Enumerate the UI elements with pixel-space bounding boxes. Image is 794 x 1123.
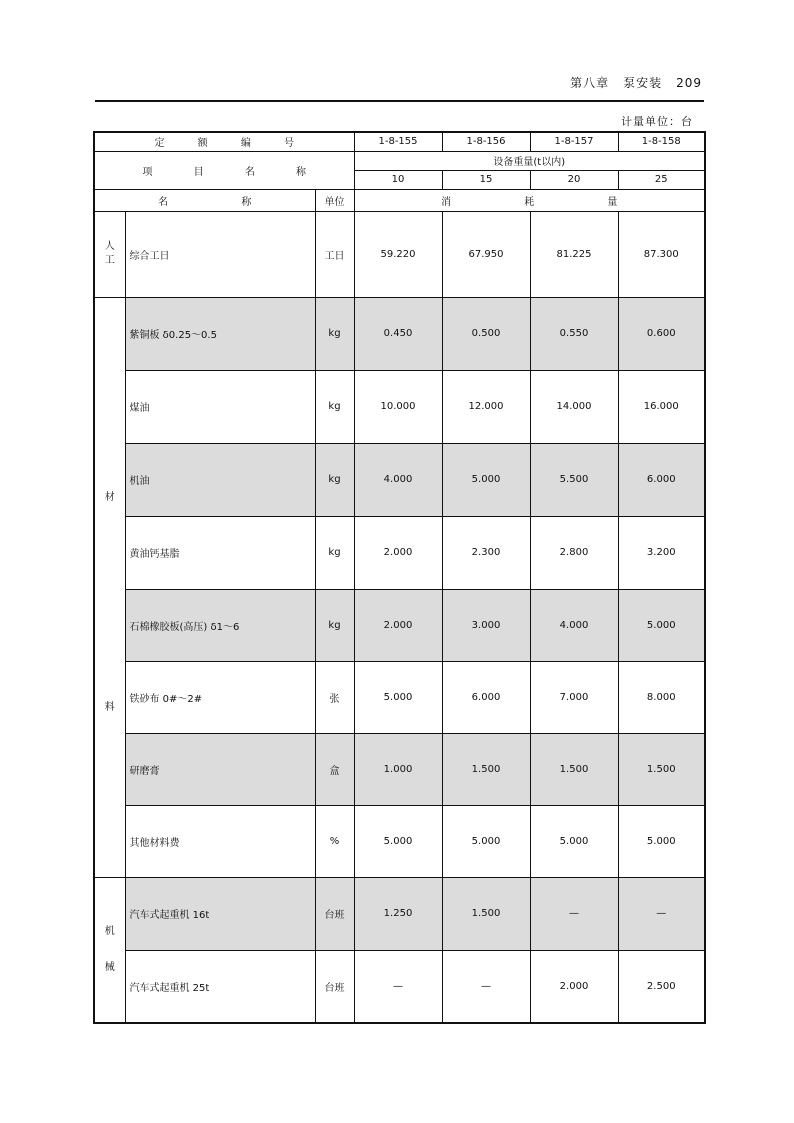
item-name: 综合工日 — [125, 211, 315, 297]
item-value: 14.000 — [530, 370, 618, 443]
item-value: 81.225 — [530, 211, 618, 297]
item-value: 5.000 — [354, 805, 442, 877]
item-value: — — [354, 950, 442, 1023]
table-row — [94, 661, 705, 733]
item-value: 10.000 — [354, 370, 442, 443]
item-value: 5.000 — [442, 443, 530, 516]
weight-value: 15 — [442, 170, 530, 189]
item-value: 5.000 — [442, 805, 530, 877]
col-name-label: 名 称 — [94, 189, 315, 211]
item-value: 5.000 — [618, 805, 705, 877]
quota-no-label: 定 额 编 号 — [94, 132, 354, 151]
table-row — [94, 443, 705, 516]
quota-code: 1-8-158 — [618, 132, 705, 151]
chapter-title: 第八章 — [570, 76, 610, 90]
item-unit: kg — [315, 589, 354, 661]
item-value: 2.500 — [618, 950, 705, 1023]
weight-value: 20 — [530, 170, 618, 189]
table-row — [94, 370, 705, 443]
item-value: 5.000 — [354, 661, 442, 733]
item-value: 1.000 — [354, 733, 442, 805]
item-unit: 张 — [315, 661, 354, 733]
item-name: 机油 — [125, 443, 315, 516]
quota-code: 1-8-155 — [354, 132, 442, 151]
item-value: 5.000 — [530, 805, 618, 877]
item-value: 59.220 — [354, 211, 442, 297]
item-value: 4.000 — [530, 589, 618, 661]
item-value: 67.950 — [442, 211, 530, 297]
weight-label-row — [94, 151, 705, 170]
item-value: — — [618, 877, 705, 950]
item-value: 6.000 — [618, 443, 705, 516]
item-value: 2.300 — [442, 516, 530, 589]
item-name: 黄油钙基脂 — [125, 516, 315, 589]
item-value: 1.500 — [442, 733, 530, 805]
item-name: 铁砂布 0#～2# — [125, 661, 315, 733]
item-value: 0.550 — [530, 297, 618, 370]
item-value: — — [530, 877, 618, 950]
table-row — [94, 877, 705, 950]
section-title: 泵安装 — [623, 76, 663, 90]
item-value: 2.000 — [530, 950, 618, 1023]
item-value: 3.200 — [618, 516, 705, 589]
item-name: 紫铜板 δ0.25～0.5 — [125, 297, 315, 370]
item-value: 1.500 — [530, 733, 618, 805]
item-unit: 台班 — [315, 950, 354, 1023]
page-header — [95, 74, 702, 91]
item-value: 0.450 — [354, 297, 442, 370]
quota-table — [93, 131, 706, 1024]
item-unit: % — [315, 805, 354, 877]
item-value: 1.500 — [442, 877, 530, 950]
item-value: 3.000 — [442, 589, 530, 661]
item-unit: kg — [315, 443, 354, 516]
item-value: 1.250 — [354, 877, 442, 950]
page-number: 209 — [676, 76, 702, 90]
table-row — [94, 211, 705, 297]
item-value: — — [442, 950, 530, 1023]
quota-code: 1-8-157 — [530, 132, 618, 151]
weight-value: 10 — [354, 170, 442, 189]
item-value: 16.000 — [618, 370, 705, 443]
item-value: 12.000 — [442, 370, 530, 443]
item-name: 研磨膏 — [125, 733, 315, 805]
item-value: 2.000 — [354, 589, 442, 661]
item-unit: 台班 — [315, 877, 354, 950]
item-value: 5.000 — [618, 589, 705, 661]
item-unit: kg — [315, 516, 354, 589]
item-value: 2.800 — [530, 516, 618, 589]
item-value: 2.000 — [354, 516, 442, 589]
weight-label: 设备重量(t以内) — [354, 151, 705, 170]
item-value: 87.300 — [618, 211, 705, 297]
col-consumption-label: 消 耗 量 — [354, 189, 705, 211]
table-row — [94, 516, 705, 589]
quota-code-row — [94, 132, 705, 151]
item-name: 煤油 — [125, 370, 315, 443]
item-name-label: 项 目 名 称 — [94, 151, 354, 189]
item-value: 0.600 — [618, 297, 705, 370]
unit-note: 计量单位：台 — [621, 115, 693, 128]
item-value: 8.000 — [618, 661, 705, 733]
item-value: 5.500 — [530, 443, 618, 516]
item-unit: 工日 — [315, 211, 354, 297]
item-name: 汽车式起重机 25t — [125, 950, 315, 1023]
col-unit-label: 单位 — [315, 189, 354, 211]
category-labor: 人 工 — [94, 211, 125, 297]
header-rule — [95, 100, 704, 102]
item-name: 石棉橡胶板(高压) δ1～6 — [125, 589, 315, 661]
item-unit: 盒 — [315, 733, 354, 805]
item-value: 1.500 — [618, 733, 705, 805]
item-value: 4.000 — [354, 443, 442, 516]
weight-value: 25 — [618, 170, 705, 189]
table-row — [94, 589, 705, 661]
table-row — [94, 733, 705, 805]
item-value: 7.000 — [530, 661, 618, 733]
table-row — [94, 805, 705, 877]
item-unit: kg — [315, 297, 354, 370]
item-name: 其他材料费 — [125, 805, 315, 877]
table-row — [94, 297, 705, 370]
item-unit: kg — [315, 370, 354, 443]
table-row — [94, 950, 705, 1023]
category-machinery: 机 械 — [94, 877, 125, 1023]
category-materials: 材 料 — [94, 297, 125, 877]
column-header-row — [94, 189, 705, 211]
item-value: 0.500 — [442, 297, 530, 370]
item-value: 6.000 — [442, 661, 530, 733]
quota-code: 1-8-156 — [442, 132, 530, 151]
item-name: 汽车式起重机 16t — [125, 877, 315, 950]
